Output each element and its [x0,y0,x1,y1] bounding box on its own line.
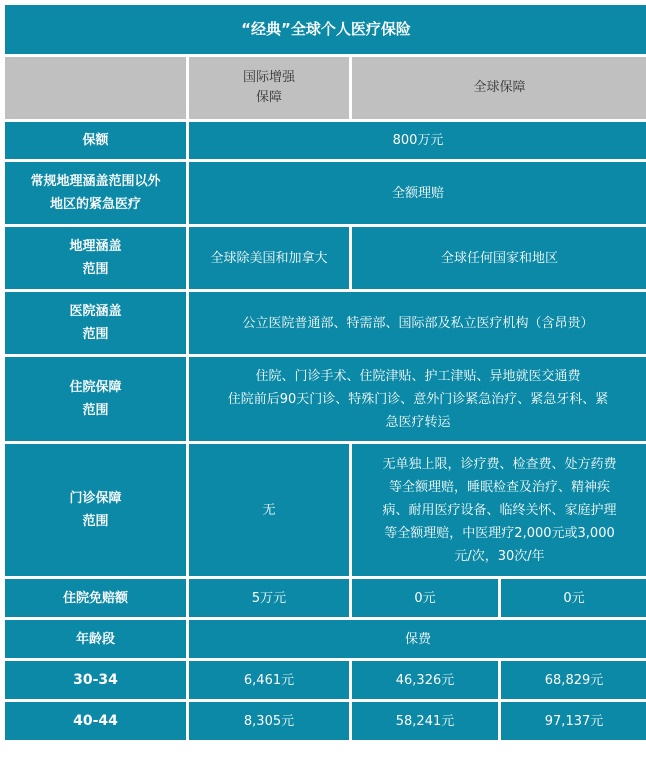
row-label-geo-line2: 范围 [82,262,109,277]
header-col-global: 全球保障 [352,57,646,119]
geo-value-international: 全球除美国和加拿大 [189,227,349,289]
emergency-value: 全额理赔 [189,162,646,224]
premium-40-44-global-1: 58,241元 [352,702,498,740]
outpatient-line2: 等全额理赔，睡眠检查及治疗、精神疾 [389,479,611,495]
premium-header: 保费 [189,620,646,658]
premium-30-34-global-2: 68,829元 [501,661,646,699]
row-label-emergency-line1: 常规地理涵盖范围以外 [30,174,161,189]
row-label-inpatient [5,357,186,441]
outpatient-line5: 元/次，30次/年 [454,548,545,564]
header-col-international [189,57,349,119]
outpatient-value-international: 无 [189,444,349,576]
hospital-value: 公立医院普通部、特需部、国际部及私立医疗机构（含昂贵） [189,292,646,354]
row-label-age-30-34: 30-34 [5,661,186,699]
row-label-hospital-line1: 医院涵盖 [69,304,122,319]
insurance-comparison-table [2,2,646,743]
row-label-outpatient-line1: 门诊保障 [69,491,122,506]
row-label-age-40-44: 40-44 [5,702,186,740]
deductible-value-international: 5万元 [189,579,349,617]
row-label-emergency-line2: 地区的紧急医疗 [49,197,141,212]
row-label-geo-line1: 地理涵盖 [69,239,122,254]
inpatient-line1: 住院、门诊手术、住院津贴、护工津贴、异地就医交通费 [255,368,581,384]
premium-40-44-international: 8,305元 [189,702,349,740]
row-label-hospital [5,292,186,354]
row-label-emergency [5,162,186,224]
premium-40-44-global-2: 97,137元 [501,702,646,740]
outpatient-line1: 无单独上限，诊疗费、检查费、处方药费 [382,456,617,472]
row-label-inpatient-line1: 住院保障 [69,380,122,395]
deductible-value-global-1: 0元 [352,579,498,617]
premium-30-34-global-1: 46,326元 [352,661,498,699]
deductible-value-global-2: 0元 [501,579,646,617]
header-col-international-line1: 国际增强 [242,70,295,85]
row-label-hospital-line2: 范围 [82,327,109,342]
outpatient-line3: 病、耐用医疗设备、临终关怀、家庭护理 [382,502,617,518]
row-label-deductible: 住院免赔额 [5,579,186,617]
geo-value-global: 全球任何国家和地区 [352,227,646,289]
row-label-outpatient [5,444,186,576]
row-label-outpatient-line2: 范围 [82,514,109,529]
inpatient-line2: 住院前后90天门诊、特殊门诊、意外门诊紧急治疗、紧急牙科、紧 [227,391,609,407]
outpatient-value-global [352,444,646,576]
inpatient-line3: 急医疗转运 [385,414,451,430]
row-label-coverage: 保额 [5,122,186,159]
outpatient-line4: 等全额理赔，中医理疗2,000元或3,000 [384,525,615,541]
premium-30-34-international: 6,461元 [189,661,349,699]
inpatient-value [189,357,646,441]
row-label-inpatient-line2: 范围 [82,403,109,418]
row-label-age: 年龄段 [5,620,186,658]
row-label-geo [5,227,186,289]
table-title: “经典”全球个人医疗保险 [5,5,646,54]
coverage-value: 800万元 [189,122,646,159]
header-empty-cell [5,57,186,119]
header-col-international-line2: 保障 [255,90,282,105]
